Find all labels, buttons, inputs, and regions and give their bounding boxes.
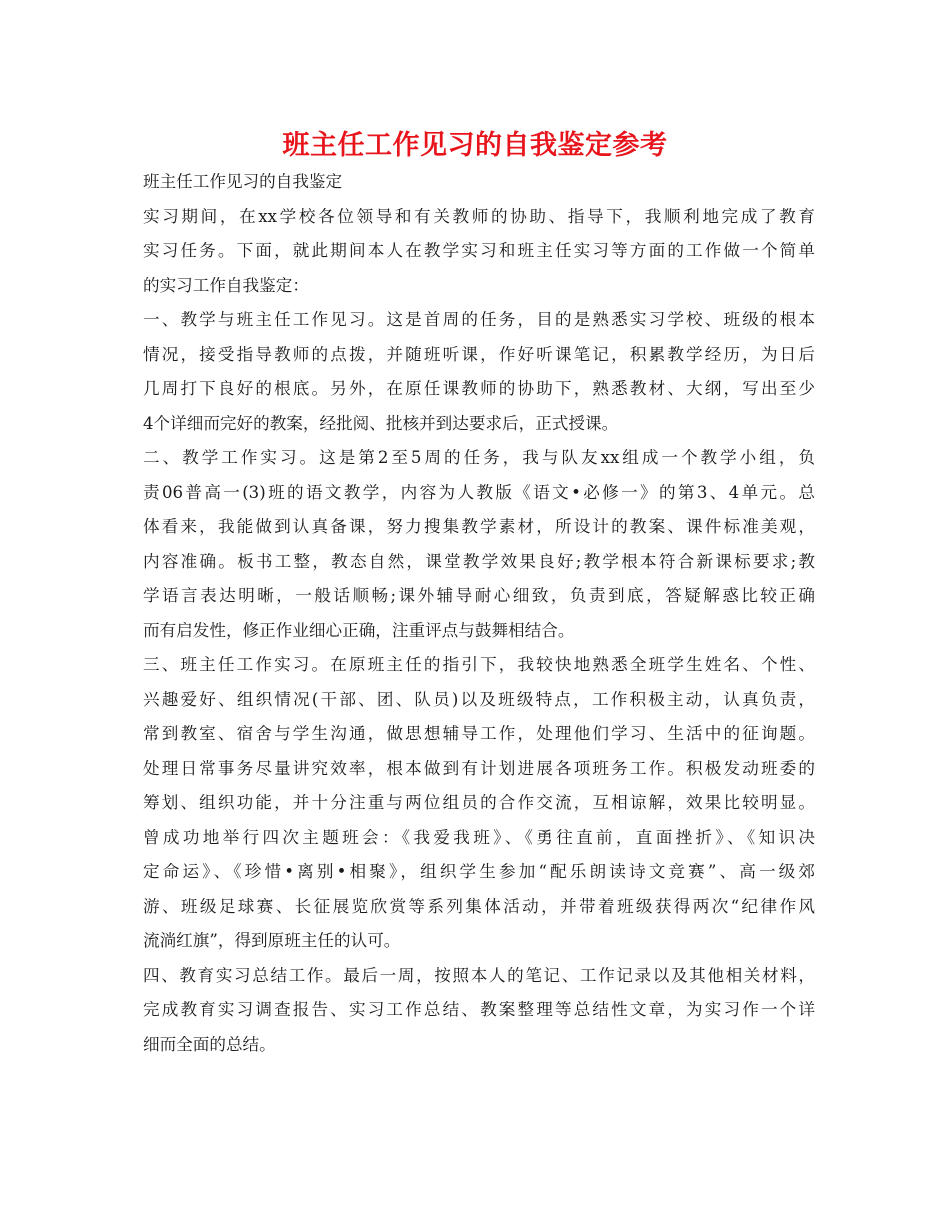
text-line: 班主任工作见习的自我鉴定	[143, 172, 343, 191]
text-line: 细而全面的总结。	[143, 1034, 276, 1054]
text-line: 实习任务。下面，就此期间本人在教学实习和班主任实习等方面的工作做一个简单	[143, 241, 815, 260]
text-line: 情况，接受指导教师的点拨，并随班听课，作好听课笔记，积累教学经历，为日后	[143, 344, 815, 364]
text-line: 实习期间，在xx学校各位领导和有关教师的协助、指导下，我顺利地完成了教育	[143, 206, 815, 226]
text-line: 学语言表达明晰，一般话顺畅;课外辅导耐心细致，负责到底，答疑解惑比较正确	[143, 586, 815, 605]
text-line: 常到教室、宿舍与学生沟通，做思想辅导工作，处理他们学习、生活中的征询题。	[143, 724, 815, 743]
text-line: 而有启发性，修正作业细心正确，注重评点与鼓舞相结合。	[143, 620, 575, 640]
text-line: 体看来，我能做到认真备课，努力搜集教学素材，所设计的教案、课件标准美观，	[143, 517, 815, 536]
document-title: 班主任工作见习的自我鉴定参考	[282, 130, 668, 161]
text-line: 内容准确。板书工整，教态自然，课堂教学效果良好;教学根本符合新课标要求;教	[143, 551, 815, 571]
text-line: 处理日常事务尽量讲究效率，根本做到有计划进展各项班务工作。积极发动班委的	[143, 758, 815, 778]
text-line: 二、教学工作实习。这是第2至5周的任务，我与队友xx组成一个教学小组，负	[143, 448, 815, 467]
text-line: 完成教育实习调查报告、实习工作总结、教案整理等总结性文章，为实习作一个详	[143, 1000, 815, 1019]
text-line: 流淌红旗”，得到原班主任的认可。	[143, 931, 401, 950]
text-line: 一、教学与班主任工作见习。这是首周的任务，目的是熟悉实习学校、班级的根本	[143, 310, 815, 329]
text-line: 兴趣爱好、组织情况(干部、团、队员)以及班级特点，工作积极主动，认真负责，	[143, 689, 815, 709]
text-line: 游、班级足球赛、长征展览欣赏等系列集体活动，并带着班级获得两次“纪律作风	[143, 896, 815, 916]
text-line: 的实习工作自我鉴定：	[143, 275, 309, 295]
text-line: 定命运》、《珍惜•离别•相聚》，组织学生参加“配乐朗读诗文竞赛”、高一级郊	[143, 862, 815, 881]
text-line: 筹划、组织功能，并十分注重与两位组员的合作交流，互相谅解，效果比较明显。	[143, 793, 815, 812]
text-line: 四、教育实习总结工作。最后一周，按照本人的笔记、工作记录以及其他相关材料，	[143, 965, 815, 985]
text-line: 责06普高一(3)班的语文教学，内容为人教版《语文•必修一》的第3、4单元。总	[143, 482, 815, 502]
text-line: 曾成功地举行四次主题班会：《我爱我班》、《勇往直前，直面挫折》、《知识决	[143, 827, 815, 847]
text-line: 4个详细而完好的教案，经批阅、批核并到达要求后，正式授课。	[143, 413, 619, 433]
text-line: 几周打下良好的根底。另外，在原任课教师的协助下，熟悉教材、大纲，写出至少	[143, 379, 815, 398]
text-line: 三、班主任工作实习。在原班主任的指引下，我较快地熟悉全班学生姓名、个性、	[143, 655, 815, 674]
document-body	[143, 165, 815, 1062]
